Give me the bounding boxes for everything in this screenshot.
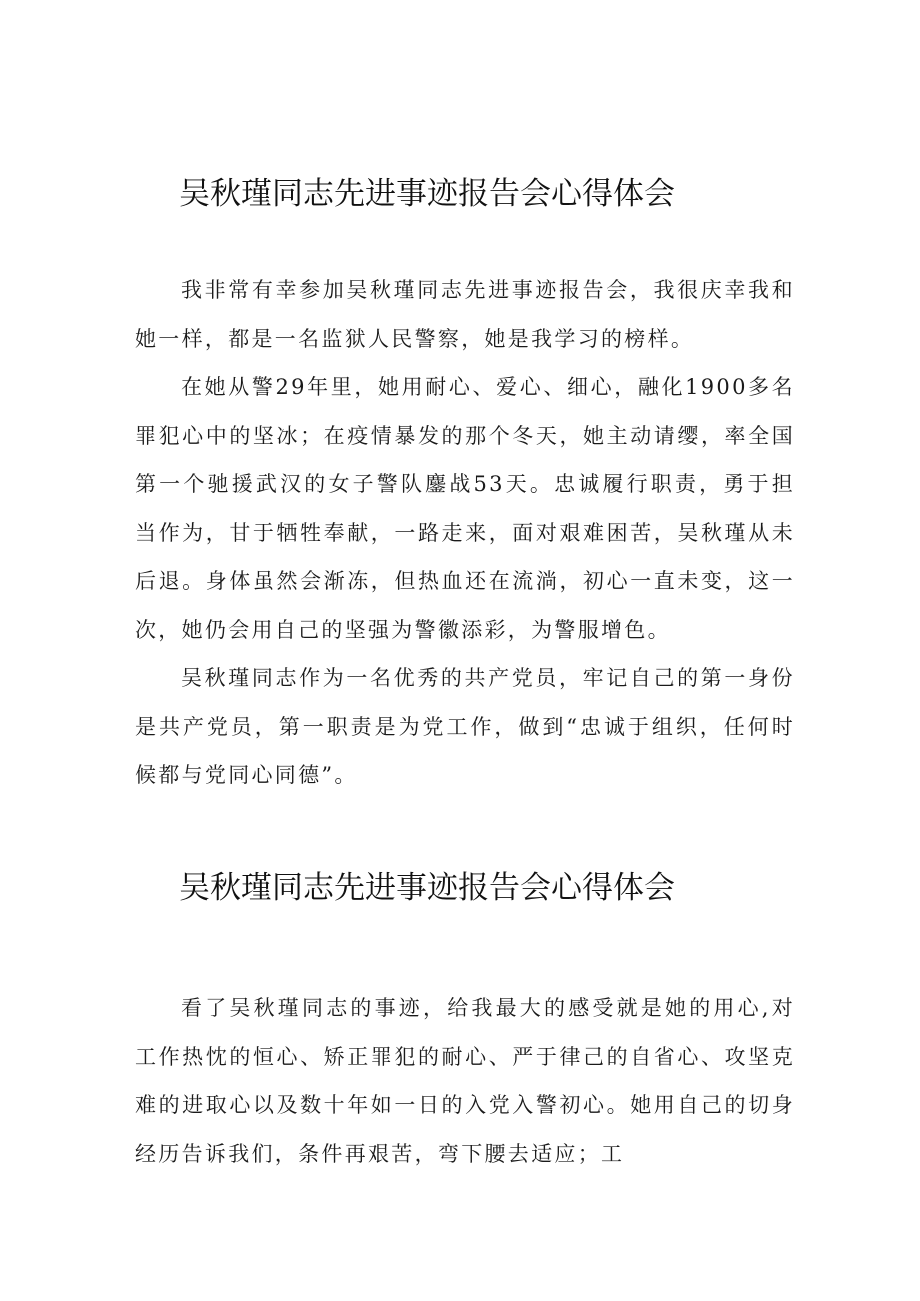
paragraph: 看了吴秋瑾同志的事迹，给我最大的感受就是她的用心,对工作热忱的恒心、矫正罪犯的耐心、严于律己的自省心、攻坚克难的进取心以及数十年如一日的入党入警初心。她用自己的切身经历告诉我们，条件再艰苦，弯下腰去适应；工 xyxy=(135,996,795,1166)
article-section-1 xyxy=(135,168,795,800)
article-title: 吴秋瑾同志先进事迹报告会心得体会 xyxy=(179,870,675,906)
paragraph: 吴秋瑾同志作为一名优秀的共产党员，牢记自己的第一身份是共产党员，第一职责是为党工作，做到“忠诚于组织，任何时候都与党同心同德”。 xyxy=(135,666,795,787)
paragraph: 我非常有幸参加吴秋瑾同志先进事迹报告会，我很庆幸我和她一样，都是一名监狱人民警察，她是我学习的榜样。 xyxy=(135,278,795,351)
article-title: 吴秋瑾同志先进事迹报告会心得体会 xyxy=(179,176,675,212)
article-section-2 xyxy=(135,862,795,1178)
paragraph: 在她从警29年里，她用耐心、爱心、细心，融化1900多名罪犯心中的坚冰；在疫情暴发的那个冬天，她主动请缨，率全国第一个驰援武汉的女子警队鏖战53天。忠诚履行职责，勇于担当作为，甘于牺牲奉献，一路走来，面对艰难困苦，吴秋瑾从未后退。身体虽然会渐冻，但热血还在流淌，初心一直未变，这一次，她仍会用自己的坚强为警徽添彩，为警服增色。 xyxy=(135,375,795,642)
